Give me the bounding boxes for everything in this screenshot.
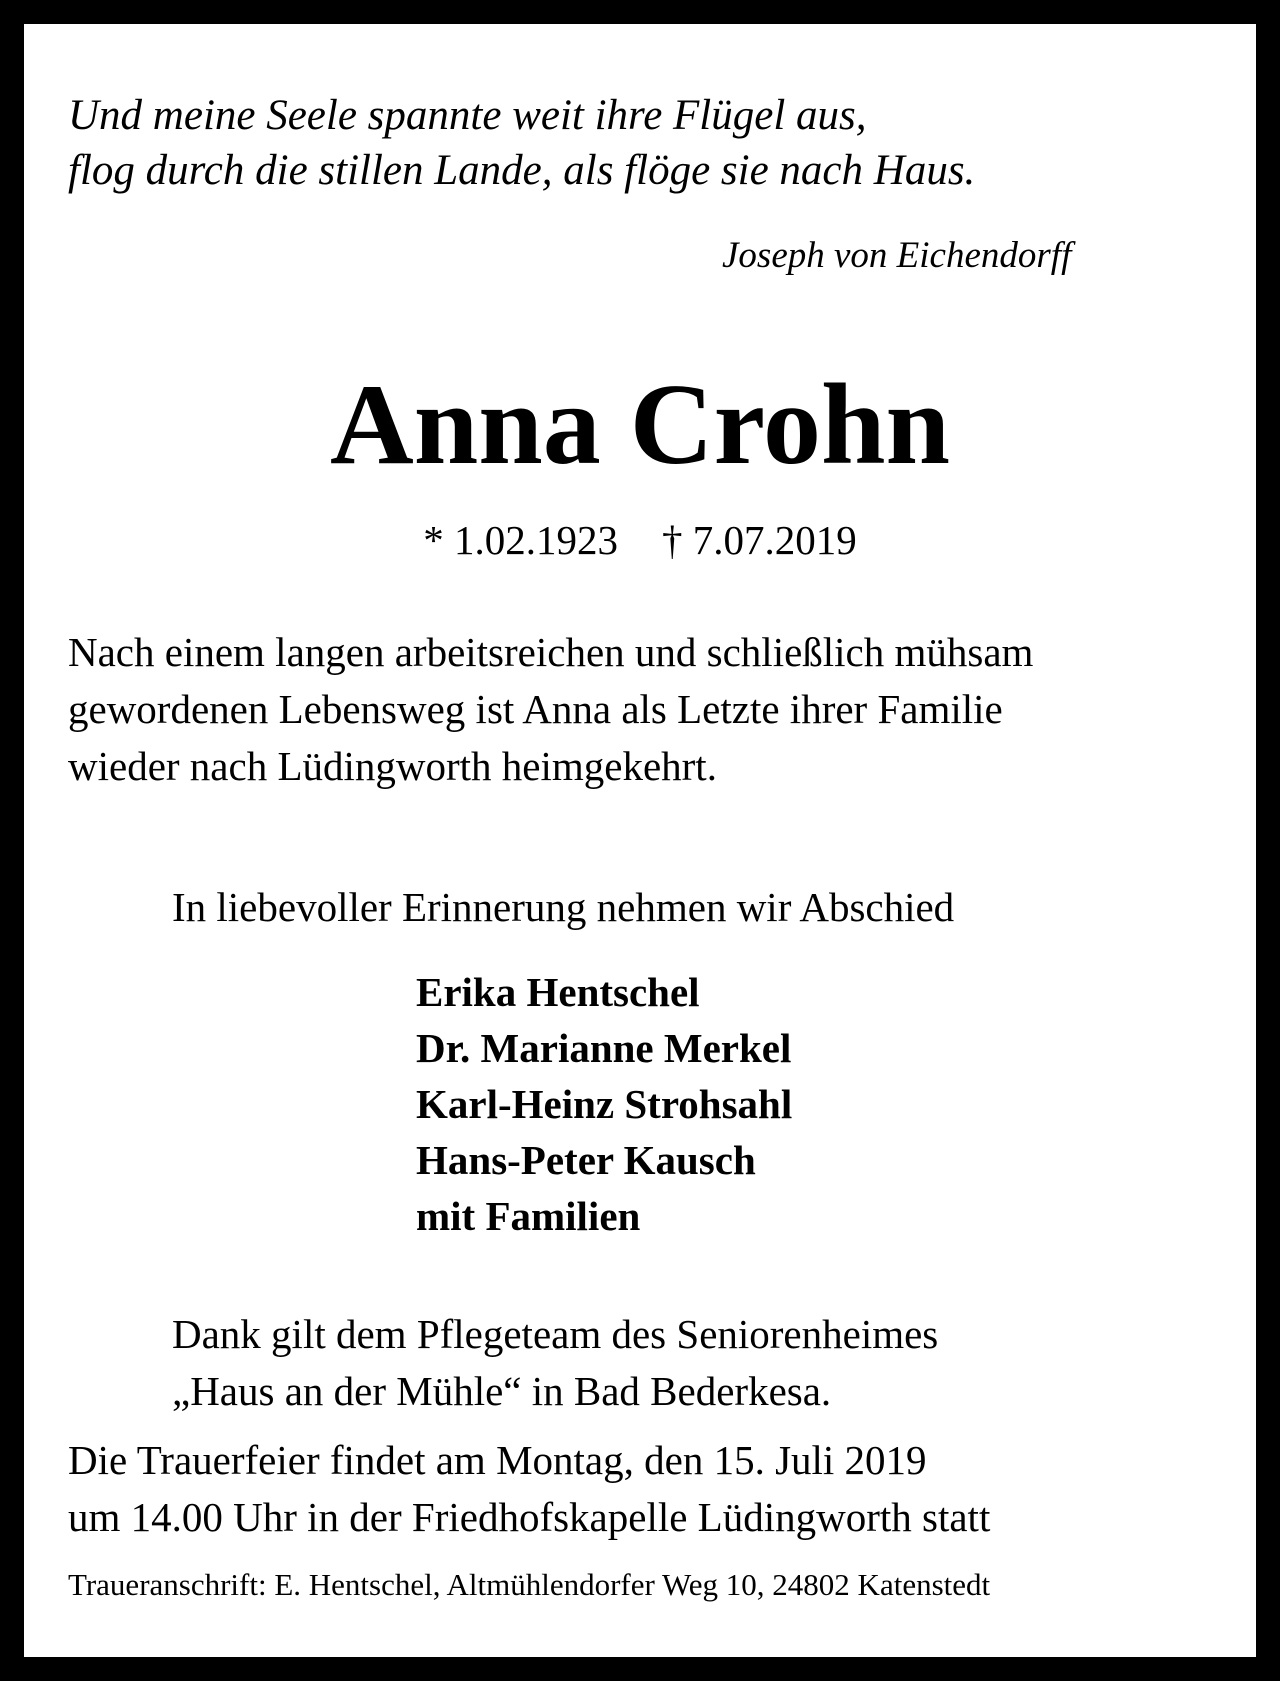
birth-date: * 1.02.1923 <box>423 517 618 563</box>
mourner-name: Karl-Heinz Strohsahl <box>416 1081 793 1127</box>
intro-line: Nach einem langen arbeitsreichen und schließlich mühsam <box>68 629 1034 675</box>
mourner-name: Hans-Peter Kausch <box>416 1137 756 1183</box>
thanks-text <box>172 1306 938 1420</box>
thanks-line: Dank gilt dem Pflegeteam des Seniorenheimes <box>172 1311 939 1357</box>
farewell-text: In liebevoller Erinnerung nehmen wir Abschied <box>172 884 955 930</box>
life-dates <box>24 514 1256 566</box>
mourner-name: Dr. Marianne Merkel <box>416 1025 792 1071</box>
obituary-notice <box>24 24 1256 1657</box>
death-date: † 7.07.2019 <box>662 517 857 563</box>
funeral-line: Die Trauerfeier findet am Montag, den 15. Juli 2019 <box>68 1437 927 1483</box>
quote-author: Joseph von Eichendorff <box>722 235 1072 276</box>
intro-line: wieder nach Lüdingworth heimgekehrt. <box>68 743 717 789</box>
thanks-line: „Haus an der Mühle“ in Bad Bederkesa. <box>172 1368 832 1414</box>
mourner-name: Erika Hentschel <box>416 969 700 1015</box>
mourner-name: mit Familien <box>416 1193 641 1239</box>
funeral-line: um 14.00 Uhr in der Friedhofskapelle Lüdingworth statt <box>68 1494 991 1540</box>
intro-line: gewordenen Lebensweg ist Anna als Letzte ihrer Familie <box>68 686 1003 732</box>
mourning-address: Traueranschrift: E. Hentschel, Altmühlendorfer Weg 10, 24802 Katenstedt <box>68 1567 991 1602</box>
mourners-list <box>416 964 792 1244</box>
funeral-info <box>68 1432 990 1546</box>
poem-quote <box>68 88 975 198</box>
deceased-name: Anna Crohn <box>330 361 950 489</box>
quote-line: flog durch die stillen Lande, als flöge sie nach Haus. <box>68 147 976 194</box>
intro-text <box>68 624 1033 795</box>
quote-line: Und meine Seele spannte weit ihre Flügel aus, <box>68 92 867 139</box>
